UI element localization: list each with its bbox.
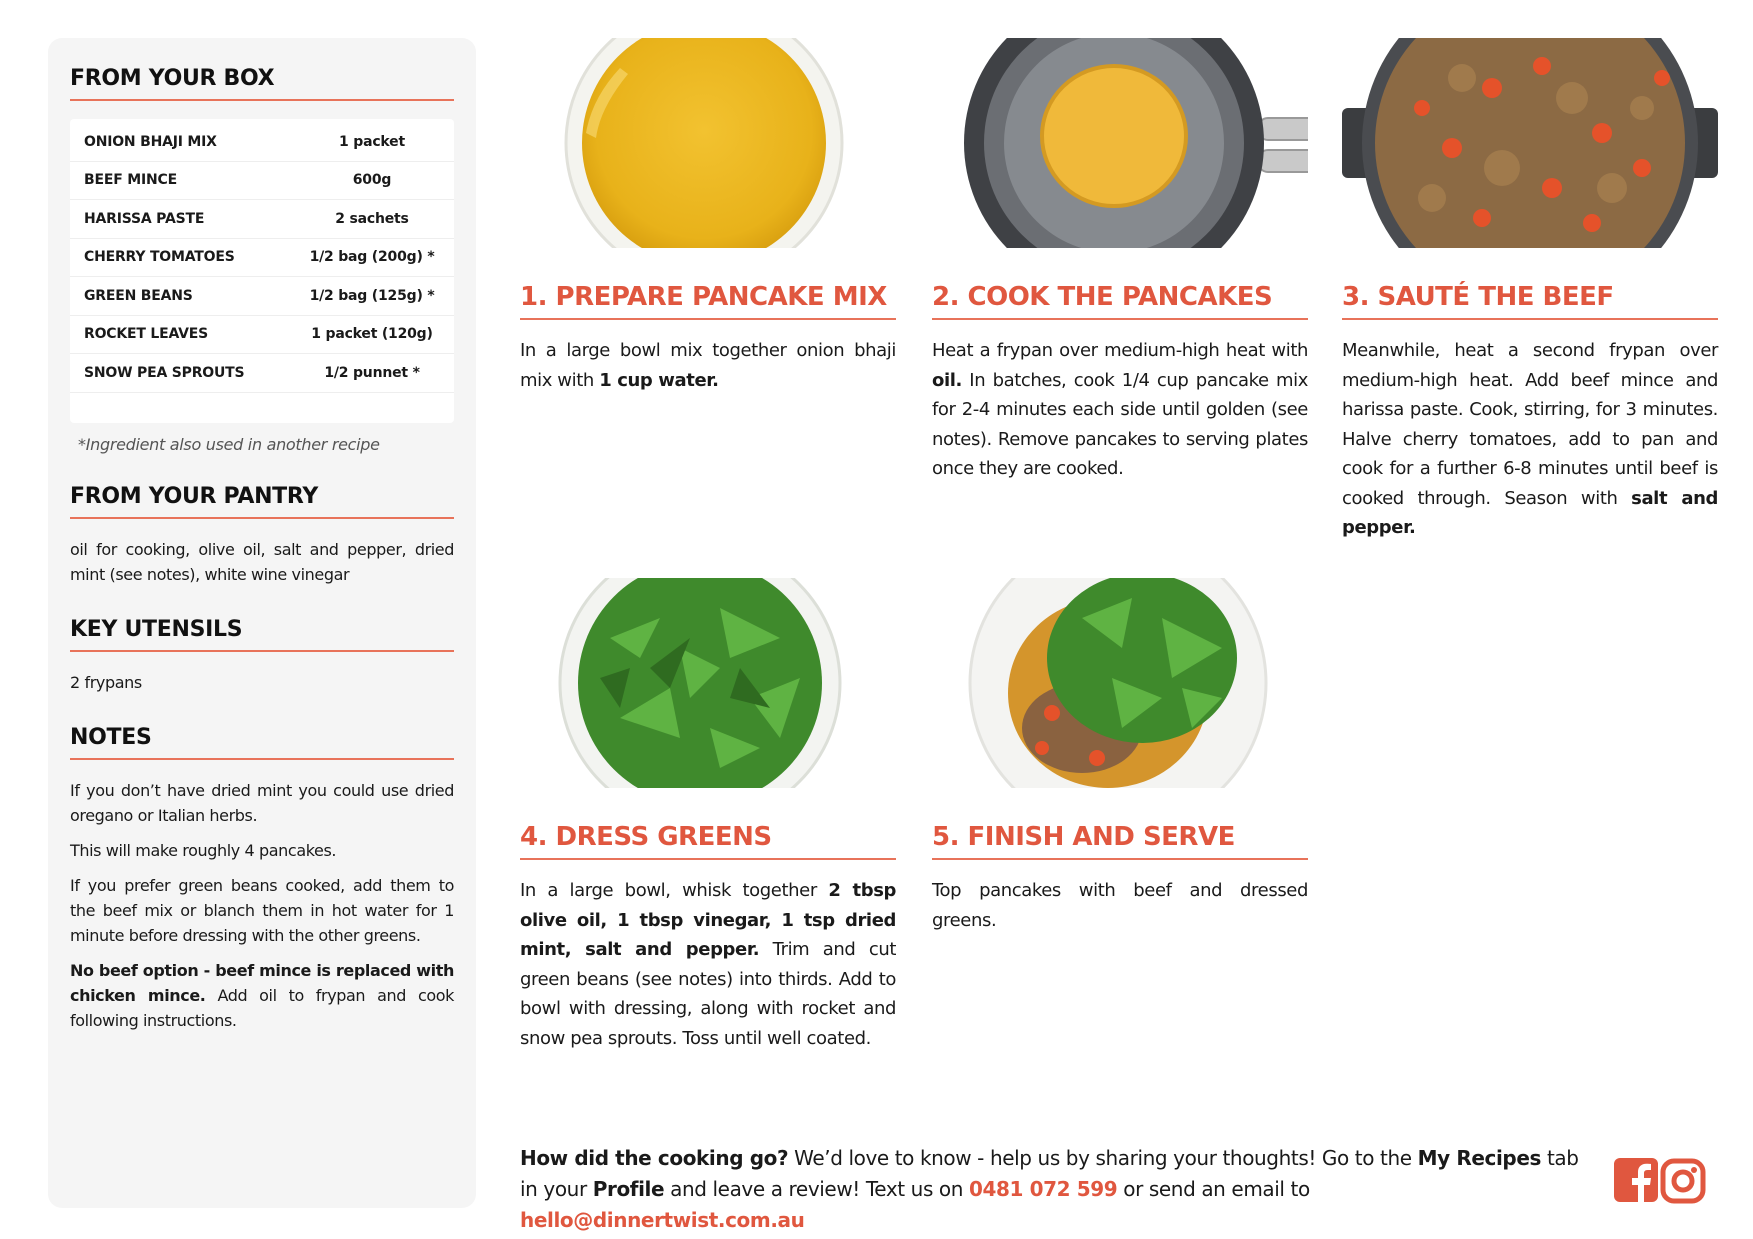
ingredient-name: GREEN BEANS — [84, 287, 193, 304]
box-heading: FROM YOUR BOX — [70, 66, 454, 101]
notes-heading: NOTES — [70, 725, 454, 760]
ingredient-name: ROCKET LEAVES — [84, 326, 209, 343]
beef-tomato-pan-image — [1342, 38, 1718, 248]
ingredient-qty: 1/2 punnet * — [324, 364, 420, 381]
notes-section — [70, 725, 454, 1033]
step-3 — [1342, 38, 1718, 543]
batter-bowl-image — [520, 38, 896, 248]
step-3-text: Meanwhile, heat a second frypan over medium-high heat. Add beef mince and harissa paste. Cook, stirring, for 3 minutes. Halve cherry tomatoes, add to pan and cook for a further 6-8 minutes until beef is cooked through. Season with salt and pepper. — [1342, 340, 1718, 538]
step-1 — [520, 38, 896, 395]
note-1: If you don’t have dried mint you could use dried oregano or Italian herbs. — [70, 780, 454, 825]
ingredient-name: BEEF MINCE — [84, 172, 177, 189]
facebook-icon[interactable] — [1614, 1158, 1658, 1206]
ingredient-name: ONION BHAJI MIX — [84, 133, 217, 150]
ingredient-row — [70, 239, 454, 278]
phone-link[interactable]: 0481 072 599 — [969, 1177, 1118, 1201]
ingredient-row — [70, 200, 454, 239]
pancake-in-frypan-image — [932, 38, 1308, 248]
utensils-text: 2 frypans — [70, 672, 142, 692]
step-3-title: 3. SAUTÉ THE BEEF — [1342, 282, 1718, 320]
ingredient-name: HARISSA PASTE — [84, 210, 205, 227]
ingredient-row — [70, 354, 454, 393]
step-5-title: 5. FINISH AND SERVE — [932, 822, 1308, 860]
step-4 — [520, 578, 896, 1053]
utensils-section — [70, 617, 454, 695]
ingredient-row — [70, 316, 454, 355]
rocket-salad-bowl-image — [520, 578, 896, 788]
ingredient-qty: 1/2 bag (125g) * — [309, 287, 435, 304]
note-2: This will make roughly 4 pancakes. — [70, 840, 337, 860]
note-4-rest: Add oil to frypan and cook following instructions. — [70, 985, 454, 1030]
ingredients-sidebar — [48, 38, 476, 1208]
ingredient-row — [70, 277, 454, 316]
ingredient-qty: 1 packet (120g) — [311, 326, 433, 343]
step-1-text: In a large bowl mix together onion bhaji mix with 1 cup water. — [520, 340, 896, 391]
ingredient-qty: 1 packet — [339, 133, 405, 150]
note-4-bold: No beef option - beef mince is replaced with chicken mince. — [70, 960, 454, 1005]
step-4-text: In a large bowl, whisk together 2 tbsp olive oil, 1 tbsp vinegar, 1 tsp dried mint, salt and pepper. Trim and cut green beans (see notes) into thirds. Add to bowl with dressing, along with rocket and snow pea sprouts. Toss until well coated. — [520, 880, 897, 1049]
email-link[interactable]: hello@dinnertwist.com.au — [520, 1208, 805, 1232]
step-1-title: 1. PREPARE PANCAKE MIX — [520, 282, 896, 320]
step-2-title: 2. COOK THE PANCAKES — [932, 282, 1308, 320]
ingredient-name: SNOW PEA SPROUTS — [84, 364, 245, 381]
pantry-text: oil for cooking, olive oil, salt and pepper, dried mint (see notes), white wine vinegar — [70, 539, 454, 584]
step-2-text: Heat a frypan over medium-high heat with oil. In batches, cook 1/4 cup pancake mix for 2-4 minutes each side until golden (see notes). Remove pancakes to serving plates once they are cooked. — [932, 340, 1308, 479]
utensils-heading: KEY UTENSILS — [70, 617, 454, 652]
note-3: If you prefer green beans cooked, add them to the beef mix or blanch them in hot water for 1 minute before dressing with the other greens. — [70, 875, 454, 945]
ingredient-qty: 1/2 bag (200g) * — [309, 249, 435, 266]
ingredient-name: CHERRY TOMATOES — [84, 249, 235, 266]
step-5 — [932, 578, 1308, 935]
ingredient-qty: 2 sachets — [335, 210, 409, 227]
ingredient-footnote: *Ingredient also used in another recipe — [78, 434, 380, 454]
ingredient-row — [70, 162, 454, 201]
instagram-icon[interactable] — [1660, 1158, 1706, 1208]
note-4 — [70, 958, 454, 1033]
feedback-text: How did the cooking go? We’d love to know - help us by sharing your thoughts! Go to the My Recipes tab in your Profile and leave a review! Text us on 0481 072 599 or send an email to hello@dinnertwist.com.au — [520, 1146, 1579, 1232]
pantry-section — [70, 484, 454, 587]
ingredient-qty: 600g — [352, 172, 392, 189]
pantry-heading: FROM YOUR PANTRY — [70, 484, 454, 519]
ingredient-row — [70, 123, 454, 162]
ingredients-table — [70, 119, 454, 423]
step-2 — [932, 38, 1308, 484]
step-4-title: 4. DRESS GREENS — [520, 822, 896, 860]
plated-pancake-image — [932, 578, 1308, 788]
step-5-text: Top pancakes with beef and dressed greens. — [932, 880, 1308, 931]
